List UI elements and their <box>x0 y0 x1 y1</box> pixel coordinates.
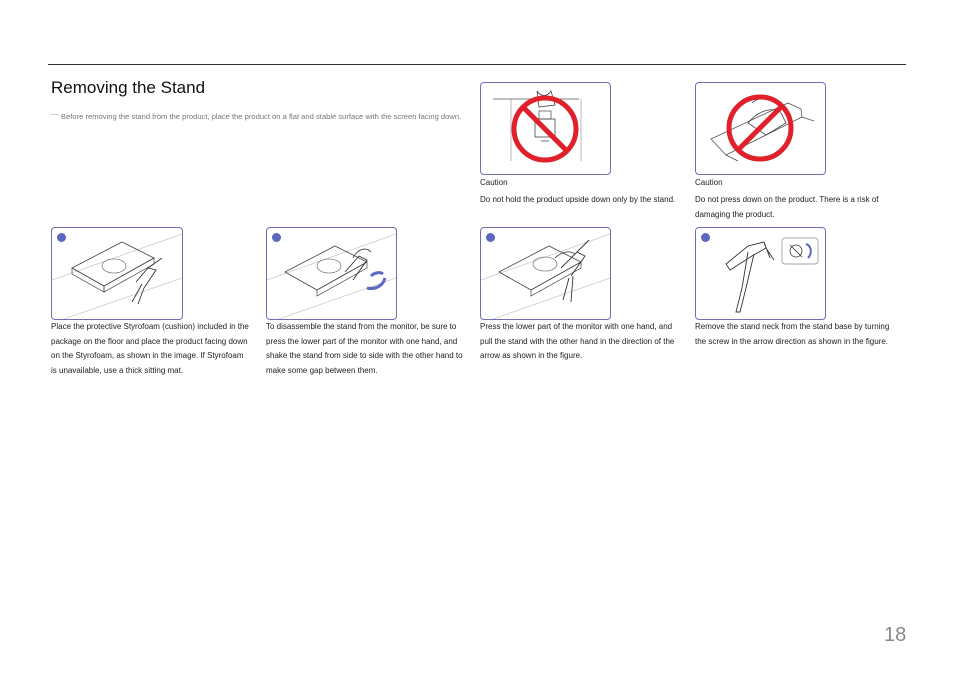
step-1-text: Place the protective Styrofoam (cushion) included in the package on the floor and place the product facing down on the Styrofoam, as shown in the image. If Styrofoam is unavailable, use a thick sitting mat. <box>51 322 249 375</box>
page-title: Removing the Stand <box>51 78 206 97</box>
step-2-text: To disassemble the stand from the monitor, be sure to press the lower part of the monitor with one hand, and shake the stand from side to side with the other hand to make some gap between them. <box>266 322 463 375</box>
note-dash: ― <box>51 109 59 118</box>
note <box>51 110 471 124</box>
step-1-illustration <box>51 227 183 320</box>
step-2-illustration <box>266 227 397 320</box>
step-4-text: Remove the stand neck from the stand base by turning the screw in the arrow direction as shown in the figure. <box>695 322 890 346</box>
caution-label-2: Caution <box>695 178 723 187</box>
caution-text-1: Do not hold the product upside down only by the stand. <box>480 195 676 204</box>
caution-illustration-press-down <box>695 82 826 175</box>
step-4-illustration <box>695 227 826 320</box>
page-number: 18 <box>884 624 907 646</box>
step-3-illustration <box>480 227 611 320</box>
step-3-text: Press the lower part of the monitor with one hand, and pull the stand with the other hand in the direction of the arrow as shown in the figure. <box>480 322 675 360</box>
caution-label-1: Caution <box>480 178 508 187</box>
caution-illustration-hold-upside-down <box>480 82 611 175</box>
caution-text-2: Do not press down on the product. There is a risk of damaging the product. <box>695 195 879 219</box>
note-text: Before removing the stand from the product, place the product on a flat and stable surface with the screen facing down. <box>61 112 462 121</box>
header-rule <box>48 64 906 65</box>
